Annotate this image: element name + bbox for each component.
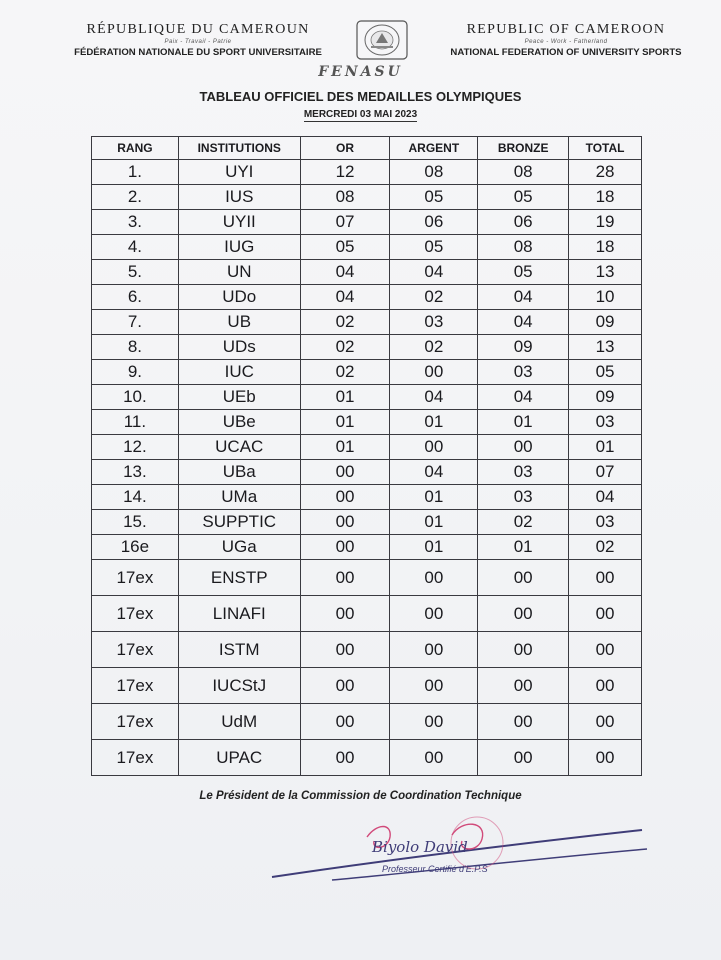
rang-cell: 4. — [92, 235, 179, 260]
bronze-cell: 04 — [478, 310, 569, 335]
rang-cell: 17ex — [92, 632, 179, 668]
table-row — [92, 235, 642, 260]
argent-cell: 00 — [390, 740, 478, 776]
table-row — [92, 260, 642, 285]
or-cell: 00 — [300, 535, 390, 560]
argent-cell: 02 — [390, 285, 478, 310]
signature-caption: Le Président de la Commission de Coordination Technique — [199, 790, 522, 802]
bronze-cell: 09 — [478, 335, 569, 360]
or-cell: 00 — [300, 668, 390, 704]
or-cell: 00 — [300, 510, 390, 535]
bronze-cell: 03 — [478, 360, 569, 385]
bronze-cell: 00 — [478, 740, 569, 776]
table-row — [92, 310, 642, 335]
total-cell: 00 — [569, 740, 642, 776]
column-header-rang: RANG — [92, 137, 179, 160]
institution-cell: ISTM — [178, 632, 300, 668]
bronze-cell: 00 — [478, 560, 569, 596]
rang-cell: 6. — [92, 285, 179, 310]
argent-cell: 00 — [390, 704, 478, 740]
argent-cell: 00 — [390, 560, 478, 596]
bronze-cell: 00 — [478, 704, 569, 740]
or-cell: 04 — [300, 260, 390, 285]
medal-table — [91, 136, 642, 776]
table-row — [92, 360, 642, 385]
bronze-cell: 00 — [478, 435, 569, 460]
argent-cell: 00 — [390, 435, 478, 460]
table-row — [92, 510, 642, 535]
bronze-cell: 05 — [478, 260, 569, 285]
or-cell: 02 — [300, 310, 390, 335]
total-cell: 02 — [569, 535, 642, 560]
total-cell: 13 — [569, 260, 642, 285]
rang-cell: 17ex — [92, 560, 179, 596]
table-row — [92, 485, 642, 510]
argent-cell: 00 — [390, 632, 478, 668]
document-title: TABLEAU OFFICIEL DES MEDAILLES OLYMPIQUES — [199, 89, 522, 104]
argent-cell: 04 — [390, 260, 478, 285]
total-cell: 07 — [569, 460, 642, 485]
rang-cell: 16e — [92, 535, 179, 560]
country-name-fr: RÉPUBLIQUE DU CAMEROUN — [86, 22, 310, 37]
motto-en: Peace - Work - Fatherland — [524, 39, 608, 45]
brand-name: FENASU — [318, 64, 403, 80]
rang-cell: 13. — [92, 460, 179, 485]
table-row — [92, 632, 642, 668]
total-cell: 28 — [569, 160, 642, 185]
or-cell: 01 — [300, 385, 390, 410]
or-cell: 01 — [300, 410, 390, 435]
institution-cell: IUC — [178, 360, 300, 385]
institution-cell: UGa — [178, 535, 300, 560]
total-cell: 09 — [569, 385, 642, 410]
bronze-cell: 00 — [478, 632, 569, 668]
bronze-cell: 04 — [478, 285, 569, 310]
rang-cell: 1. — [92, 160, 179, 185]
argent-cell: 00 — [390, 596, 478, 632]
table-row — [92, 560, 642, 596]
institution-cell: IUS — [178, 185, 300, 210]
table-row — [92, 285, 642, 310]
fenasu-emblem-icon — [347, 19, 417, 61]
rang-cell: 17ex — [92, 596, 179, 632]
bronze-cell: 08 — [478, 160, 569, 185]
total-cell: 03 — [569, 510, 642, 535]
rang-cell: 2. — [92, 185, 179, 210]
medal-table-body — [92, 160, 642, 776]
total-cell: 00 — [569, 704, 642, 740]
institution-cell: UDs — [178, 335, 300, 360]
rang-cell: 3. — [92, 210, 179, 235]
rang-cell: 7. — [92, 310, 179, 335]
table-row — [92, 704, 642, 740]
or-cell: 00 — [300, 560, 390, 596]
or-cell: 08 — [300, 185, 390, 210]
argent-cell: 04 — [390, 460, 478, 485]
table-row — [92, 596, 642, 632]
institution-cell: UdM — [178, 704, 300, 740]
rang-cell: 5. — [92, 260, 179, 285]
institution-cell: IUG — [178, 235, 300, 260]
table-row — [92, 740, 642, 776]
or-cell: 02 — [300, 360, 390, 385]
total-cell: 00 — [569, 596, 642, 632]
argent-cell: 01 — [390, 535, 478, 560]
bronze-cell: 04 — [478, 385, 569, 410]
column-header-institutions: INSTITUTIONS — [178, 137, 300, 160]
institution-cell: UN — [178, 260, 300, 285]
total-cell: 18 — [569, 235, 642, 260]
institution-cell: UYII — [178, 210, 300, 235]
bronze-cell: 00 — [478, 668, 569, 704]
argent-cell: 01 — [390, 485, 478, 510]
or-cell: 00 — [300, 460, 390, 485]
institution-cell: ENSTP — [178, 560, 300, 596]
rang-cell: 8. — [92, 335, 179, 360]
table-row — [92, 668, 642, 704]
argent-cell: 01 — [390, 410, 478, 435]
table-row — [92, 460, 642, 485]
or-cell: 00 — [300, 704, 390, 740]
total-cell: 10 — [569, 285, 642, 310]
argent-cell: 05 — [390, 185, 478, 210]
table-row — [92, 185, 642, 210]
total-cell: 13 — [569, 335, 642, 360]
table-row — [92, 410, 642, 435]
bronze-cell: 08 — [478, 235, 569, 260]
or-cell: 04 — [300, 285, 390, 310]
rang-cell: 15. — [92, 510, 179, 535]
rang-cell: 9. — [92, 360, 179, 385]
argent-cell: 00 — [390, 668, 478, 704]
or-cell: 00 — [300, 485, 390, 510]
or-cell: 12 — [300, 160, 390, 185]
total-cell: 03 — [569, 410, 642, 435]
table-row — [92, 210, 642, 235]
federation-name-fr: FÉDÉRATION NATIONALE DU SPORT UNIVERSITAIRE — [74, 47, 322, 58]
rang-cell: 17ex — [92, 704, 179, 740]
rang-cell: 17ex — [92, 668, 179, 704]
argent-cell: 04 — [390, 385, 478, 410]
country-name-en: REPUBLIC OF CAMEROON — [466, 22, 666, 37]
or-cell: 00 — [300, 632, 390, 668]
institution-cell: UYI — [178, 160, 300, 185]
total-cell: 19 — [569, 210, 642, 235]
motto-fr: Paix - Travail - Patrie — [164, 39, 232, 45]
argent-cell: 02 — [390, 335, 478, 360]
bronze-cell: 03 — [478, 485, 569, 510]
bronze-cell: 05 — [478, 185, 569, 210]
institution-cell: UMa — [178, 485, 300, 510]
or-cell: 07 — [300, 210, 390, 235]
bronze-cell: 01 — [478, 535, 569, 560]
argent-cell: 03 — [390, 310, 478, 335]
bronze-cell: 03 — [478, 460, 569, 485]
argent-cell: 08 — [390, 160, 478, 185]
rang-cell: 11. — [92, 410, 179, 435]
total-cell: 00 — [569, 668, 642, 704]
bronze-cell: 00 — [478, 596, 569, 632]
header-right — [428, 22, 704, 58]
total-cell: 05 — [569, 360, 642, 385]
or-cell: 05 — [300, 235, 390, 260]
institution-cell: UPAC — [178, 740, 300, 776]
institution-cell: IUCStJ — [178, 668, 300, 704]
header-left — [48, 22, 348, 58]
institution-cell: UBa — [178, 460, 300, 485]
table-row — [92, 385, 642, 410]
institution-cell: UEb — [178, 385, 300, 410]
institution-cell: UDo — [178, 285, 300, 310]
or-cell: 00 — [300, 596, 390, 632]
rang-cell: 10. — [92, 385, 179, 410]
bronze-cell: 06 — [478, 210, 569, 235]
rang-cell: 17ex — [92, 740, 179, 776]
column-header-total: TOTAL — [569, 137, 642, 160]
institution-cell: SUPPTIC — [178, 510, 300, 535]
table-row — [92, 160, 642, 185]
total-cell: 01 — [569, 435, 642, 460]
table-row — [92, 435, 642, 460]
argent-cell: 00 — [390, 360, 478, 385]
signature-name: Biyolo David — [372, 838, 468, 856]
argent-cell: 06 — [390, 210, 478, 235]
institution-cell: LINAFI — [178, 596, 300, 632]
table-row — [92, 335, 642, 360]
column-header-bronze: BRONZE — [478, 137, 569, 160]
table-row — [92, 535, 642, 560]
institution-cell: UCAC — [178, 435, 300, 460]
total-cell: 04 — [569, 485, 642, 510]
argent-cell: 05 — [390, 235, 478, 260]
table-header-row — [92, 137, 642, 160]
or-cell: 02 — [300, 335, 390, 360]
institution-cell: UB — [178, 310, 300, 335]
document-date — [0, 109, 721, 120]
total-cell: 00 — [569, 632, 642, 668]
argent-cell: 01 — [390, 510, 478, 535]
total-cell: 09 — [569, 310, 642, 335]
signature-title: Professeur Certifié d'E.P.S — [382, 864, 488, 874]
bronze-cell: 02 — [478, 510, 569, 535]
column-header-argent: ARGENT — [390, 137, 478, 160]
federation-name-en: NATIONAL FEDERATION OF UNIVERSITY SPORTS — [450, 47, 682, 58]
column-header-or: OR — [300, 137, 390, 160]
total-cell: 18 — [569, 185, 642, 210]
date-text: MERCREDI 03 MAI 2023 — [303, 109, 418, 120]
institution-cell: UBe — [178, 410, 300, 435]
or-cell: 00 — [300, 740, 390, 776]
rang-cell: 14. — [92, 485, 179, 510]
bronze-cell: 01 — [478, 410, 569, 435]
total-cell: 00 — [569, 560, 642, 596]
rang-cell: 12. — [92, 435, 179, 460]
or-cell: 01 — [300, 435, 390, 460]
